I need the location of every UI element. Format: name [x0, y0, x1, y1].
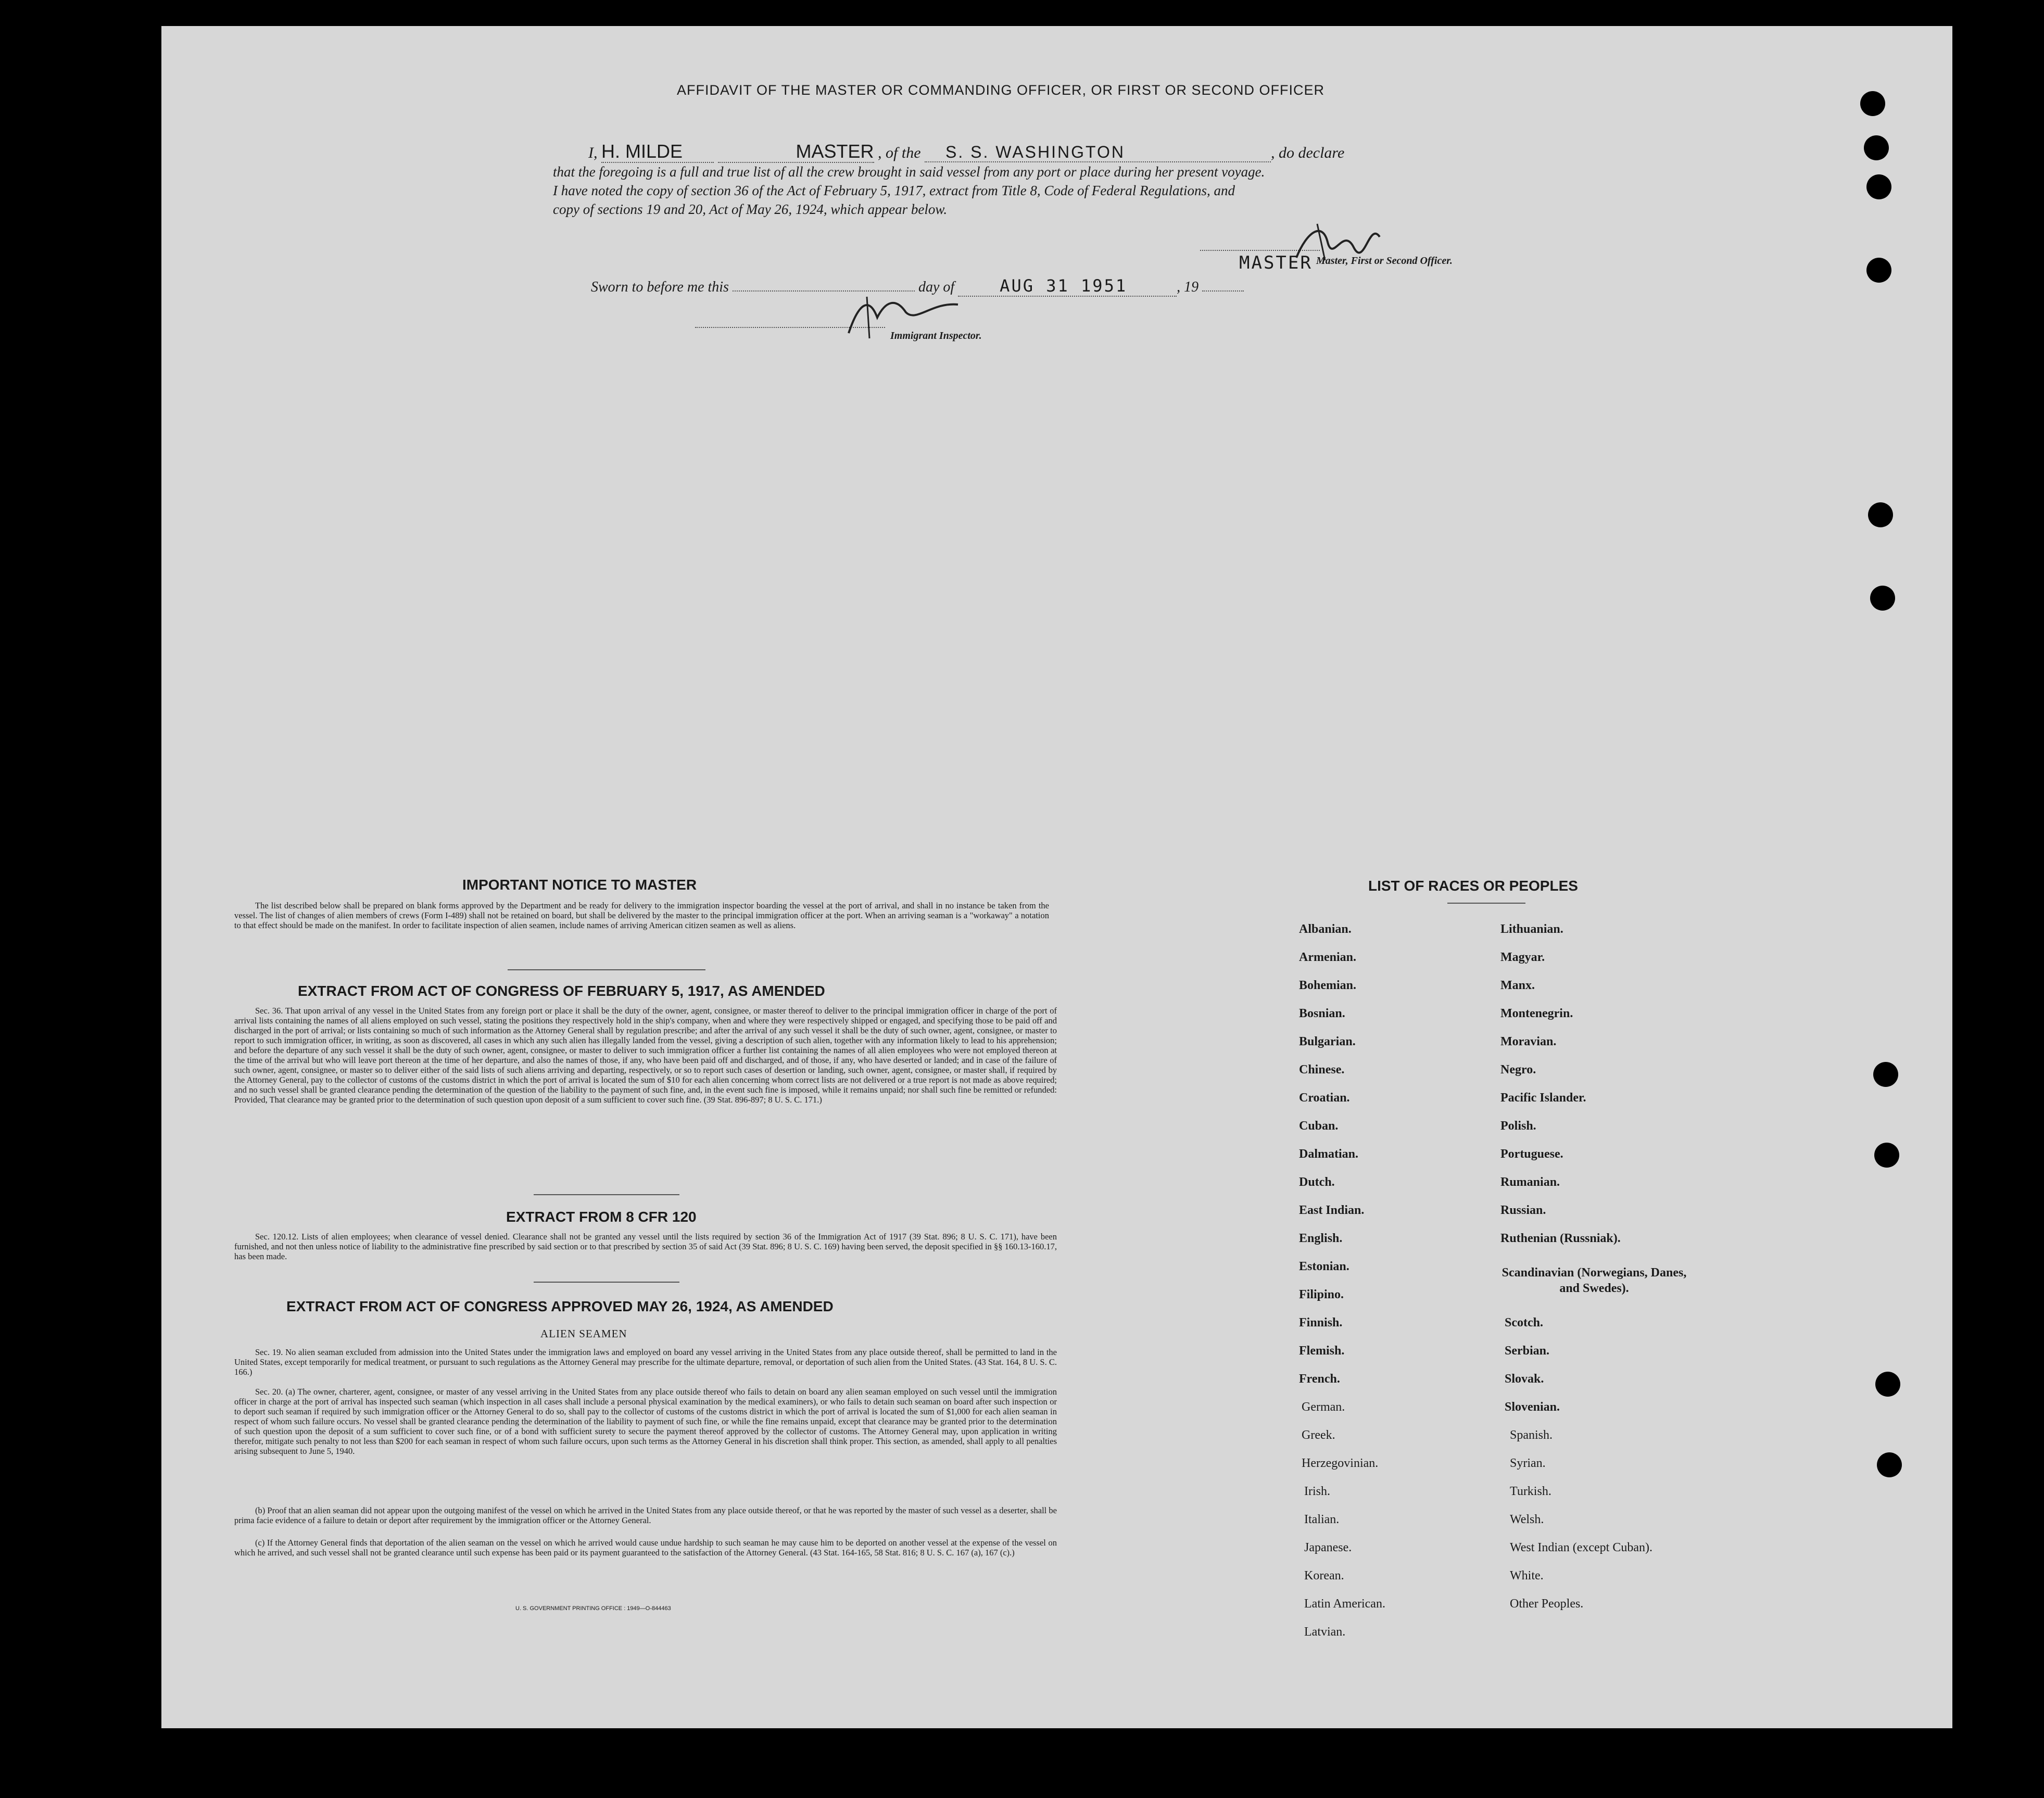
divider	[534, 1194, 679, 1195]
divider	[534, 1282, 679, 1283]
notice-heading: IMPORTANT NOTICE TO MASTER	[462, 877, 697, 893]
race-item: Portuguese.	[1500, 1147, 1563, 1161]
race-item: Pacific Islander.	[1500, 1091, 1586, 1105]
race-item: Bohemian.	[1299, 979, 1357, 992]
extract-1917-heading: EXTRACT FROM ACT OF CONGRESS OF FEBRUARY 5, 1917, AS AMENDED	[298, 983, 825, 999]
race-item: Bosnian.	[1299, 1007, 1345, 1020]
race-item: Polish.	[1500, 1119, 1536, 1133]
race-item: Turkish.	[1510, 1485, 1551, 1498]
affidavit-line1: I, H. MILDE MASTER , of the S. S. WASHINGTON , do declare	[588, 141, 1345, 162]
vessel-name: S. S. WASHINGTON	[925, 143, 1271, 162]
race-item: Syrian.	[1510, 1457, 1546, 1470]
date-stamp: AUG 31 1951	[958, 276, 1177, 297]
extract-1924-sec19: Sec. 19. No alien seaman excluded from admission into the United States under the immigration laws and employed on board any vessel arriving in the United States from any place outside thereof, shall be permitted to land in the United States, except temporarily for medical treatment, or pursuant to such regulations as the Attorney General may prescribe for the ultimate departure, removal, or deportation of such alien from the United States. (43 Stat. 164, 8 U. S. C. 166.)	[234, 1347, 1057, 1377]
binder-hole	[1866, 258, 1891, 283]
race-item: Estonian.	[1299, 1260, 1349, 1273]
binder-hole	[1868, 502, 1893, 527]
race-item: Welsh.	[1510, 1513, 1544, 1526]
race-item: Moravian.	[1500, 1035, 1557, 1048]
race-item: Other Peoples.	[1510, 1597, 1584, 1611]
race-item: Slovenian.	[1505, 1400, 1560, 1414]
binder-hole	[1873, 1062, 1898, 1087]
inspector-caption: Immigrant Inspector.	[890, 330, 982, 341]
extract-1917-text: Sec. 36. That upon arrival of any vessel in the United States from any foreign port or place it shall be the duty of the owner, agent, consignee, or master thereof to deliver to the principal immigration officer in charge of the port of arrival lists containing the names of all aliens employed on such vessel, stating the positions they respectively hold in the ship's company, when and where they were respectively shipped or engaged, and specifying those to be paid off and discharged in the port of arrival; or lists containing so much of such information as the Attorney General shall by regulation prescribe; and after the arrival of any such vessel it shall be the duty of such owner, agent, consignee, or master to report to such immigration officer, in writing, as soon as discovered, all cases in which any such alien has illegally landed from the vessel, giving a description of such alien, together with any information likely to lead to his apprehension; and before the departure of any such vessel it shall be the duty of such owner, agent, consignee, or master to deliver to such immigration officer a further list containing the names of all alien employees who were not employed thereon at the time of the arrival but who will leave port thereon at the time of her departure, and also the names of those, if any, who have been paid off and discharged, and of those, if any, who have deserted or landed; and in case of the failure of such owner, agent, consignee, or master so to deliver either of the said lists of such aliens arriving and departing, respectively, or so to report such cases of desertion or landing, such owner, agent, consignee, or master shall, if required by the Attorney General, pay to the collector of customs of the customs district in which the port of arrival is located the sum of $10 for each alien concerning whom correct lists are not delivered or a true report is not made as above required; and no such vessel shall be granted clearance pending the determination of the question of the liability to the payment of such fine, and, in the event such fine is imposed, while it remains unpaid; nor shall such fine be remitted or refunded: Provided, That clearance may be granted prior to the determination of such question upon deposit of a sum sufficient to cover such fine. (39 Stat. 896-897; 8 U. S. C. 171.)	[234, 1006, 1057, 1105]
race-item: Ruthenian (Russniak).	[1500, 1232, 1621, 1245]
race-item: French.	[1299, 1372, 1340, 1386]
binder-hole	[1877, 1452, 1902, 1477]
race-item: English.	[1299, 1232, 1343, 1245]
race-item: Filipino.	[1299, 1288, 1344, 1301]
binder-hole	[1864, 135, 1889, 160]
extract-1924-sec20c: (c) If the Attorney General finds that deportation of the alien seaman on the vessel on which he arrived would cause undue hardship to such seaman he may cause him to be deported on another vessel at the expense of the vessel on which he arrived, and such vessel shall not be granted clearance until such expense has been paid or its payment guaranteed to the satisfaction of the Attorney General. (43 Stat. 164-165, 58 Stat. 816; 8 U. S. C. 167 (a), 167 (c).)	[234, 1538, 1057, 1558]
binder-hole	[1866, 174, 1891, 199]
binder-hole	[1860, 91, 1885, 116]
extract-1924-sec20b: (b) Proof that an alien seaman did not appear upon the outgoing manifest of the vessel on which he arrived in the United States from any place outside thereof, or that he was reported by the master of such vessel as a deserter, shall be prima facie evidence of a failure to detain or deport after requirement by the immigration officer or the Attorney General.	[234, 1505, 1057, 1525]
affidavit-statement: that the foregoing is a full and true list of all the crew brought in said vessel from any port or place during her present voyage. I have noted the copy of section 36 of the Act of February 5, 1917, extract from Title 8, Code of Federal Regulations, and copy of sections 19 and 20, Act of May 26, 1924, which appear below.	[553, 164, 1265, 217]
binder-hole	[1870, 586, 1895, 611]
extract-cfr-heading: EXTRACT FROM 8 CFR 120	[506, 1209, 697, 1225]
race-item: Serbian.	[1505, 1344, 1550, 1358]
race-item: Albanian.	[1299, 922, 1352, 936]
extract-1924-heading: EXTRACT FROM ACT OF CONGRESS APPROVED MAY 26, 1924, AS AMENDED	[286, 1298, 834, 1314]
race-item: Scandinavian (Norwegians, Danes, and Swedes).	[1502, 1266, 1687, 1295]
extract-cfr-text: Sec. 120.12. Lists of alien employees; when clearance of vessel denied. Clearance shall not be granted any vessel until the lists required by section 36 of the Immigration Act of 1917 (39 Stat. 896; 8 U. S. C. 171), have been furnished, and not then unless notice of liability to the administrative fine prescribed by said section or to that prescribed by section 35 of said Act (39 Stat. 896; 8 U. S. C. 169) having been served, the deposit specified in §§ 160.13-160.17, has been made.	[234, 1232, 1057, 1261]
race-item: Italian.	[1304, 1513, 1340, 1526]
race-item: Lithuanian.	[1500, 922, 1563, 936]
master-caption: Master, First or Second Officer.	[1316, 255, 1453, 267]
race-item: Japanese.	[1304, 1541, 1352, 1554]
race-item: Herzegovinian.	[1302, 1457, 1379, 1470]
race-item: Flemish.	[1299, 1344, 1345, 1358]
race-item: Manx.	[1500, 979, 1535, 992]
race-item: Spanish.	[1510, 1428, 1553, 1442]
race-item: West Indian (except Cuban).	[1510, 1541, 1652, 1554]
divider	[1447, 903, 1525, 904]
race-item: Finnish.	[1299, 1316, 1343, 1329]
race-item: Greek.	[1302, 1428, 1335, 1442]
race-item: East Indian.	[1299, 1204, 1365, 1217]
race-item: German.	[1302, 1400, 1345, 1414]
master-stamp: MASTER	[1239, 252, 1313, 273]
sworn-line: Sworn to before me this day of AUG 31 1951 , 19	[591, 276, 1244, 297]
race-item: Scotch.	[1505, 1316, 1543, 1329]
race-item: White.	[1510, 1569, 1544, 1582]
binder-hole	[1875, 1372, 1900, 1397]
race-item: Latin American.	[1304, 1597, 1385, 1611]
notice-text: The list described below shall be prepared on blank forms approved by the Department and be ready for delivery to the immigration inspector boarding the vessel at the port of arrival, and shall in no instance be taken from the vessel. The list of changes of alien members of crews (Form I-489) shall not be retained on board, but shall be delivered by the master to the principal immigration officer at the port. When an arriving seaman is a "workaway" a notation to that effect should be made on the manifest. In order to facilitate inspection of alien seamen, include names of arriving American citizen seamen as well as aliens.	[234, 901, 1049, 930]
race-item: Armenian.	[1299, 951, 1356, 964]
race-item: Negro.	[1500, 1063, 1536, 1077]
race-item: Slovak.	[1505, 1372, 1544, 1386]
race-item: Irish.	[1304, 1485, 1330, 1498]
binder-hole	[1874, 1143, 1899, 1168]
race-item: Dutch.	[1299, 1175, 1335, 1189]
affidavit-title: AFFIDAVIT OF THE MASTER OR COMMANDING OFFICER, OR FIRST OR SECOND OFFICER	[677, 82, 1325, 98]
race-item: Cuban.	[1299, 1119, 1339, 1133]
races-heading: LIST OF RACES OR PEOPLES	[1368, 878, 1578, 894]
printer-imprint: U. S. GOVERNMENT PRINTING OFFICE : 1949—O-844463	[515, 1605, 671, 1612]
race-item: Bulgarian.	[1299, 1035, 1356, 1048]
race-item: Chinese.	[1299, 1063, 1345, 1077]
master-name: H. MILDE	[601, 141, 714, 163]
race-item: Montenegrin.	[1500, 1007, 1573, 1020]
race-item: Dalmatian.	[1299, 1147, 1358, 1161]
race-item: Magyar.	[1500, 951, 1545, 964]
document-sheet	[161, 26, 1952, 1728]
extract-1924-sec20a: Sec. 20. (a) The owner, charterer, agent, consignee, or master of any vessel arriving in the United States from any place outside thereof who fails to detain on board any alien seaman employed on such vessel until the immigration officer in charge at the port of arrival has inspected such seaman (which inspection in all cases shall include a personal physical examination by the medical examiners), or who fails to detain such seaman on board after such inspection or to deport such seaman if required by such immigration officer or the Attorney General to do so, shall pay to the collector of customs of the customs district in which the port of arrival is located the sum of $1,000 for each alien seaman in respect of whom such failure occurs. No vessel shall be granted clearance pending the determination of the liability to payment of such fine, or while the fine remains unpaid, except that clearance may be granted prior to the determination of such question upon the deposit of a sum sufficient to cover such fine, or of a bond with sufficient surety to secure the payment thereof approved by the collector of customs. The Attorney General may, upon application in writing therefor, mitigate such penalty to not less than $200 for each seaman in respect of whom such failure occurs, upon such terms as the Attorney General in his discretion shall think proper. This section, as amended, shall apply to all penalties arising subsequent to June 5, 1940.	[234, 1387, 1057, 1456]
alien-seamen-subheading: ALIEN SEAMEN	[540, 1327, 627, 1340]
race-item: Russian.	[1500, 1204, 1546, 1217]
race-item: Latvian.	[1304, 1625, 1346, 1639]
race-item: Korean.	[1304, 1569, 1344, 1582]
rank: MASTER	[718, 141, 874, 163]
race-item: Rumanian.	[1500, 1175, 1560, 1189]
race-item: Croatian.	[1299, 1091, 1350, 1105]
divider	[508, 969, 705, 970]
